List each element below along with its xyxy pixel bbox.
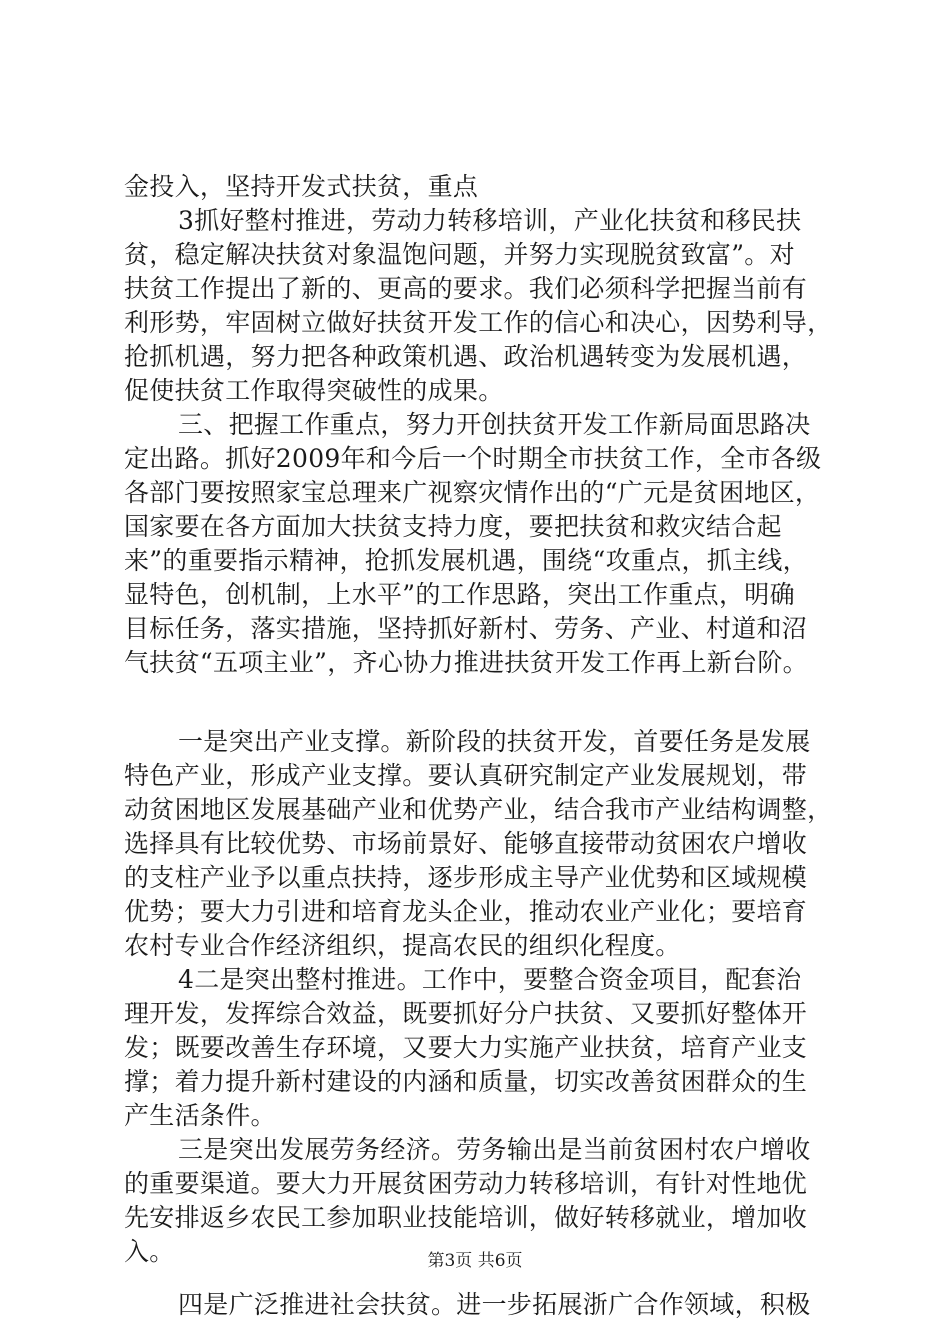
text-line: 各部门要按照家宝总理来广视察灾情作出的“广元是贫困地区， [124,478,821,507]
page-number-footer: 第3页 共6页 [427,1251,523,1271]
text-line: 金投入，坚持开发式扶贫，重点 [124,172,479,201]
text-line: 来”的重要指示精神，抢抓发展机遇，围绕“攻重点，抓主线， [124,546,808,575]
text-line: 农村专业合作经济组织，提高农民的组织化程度。 [124,931,681,960]
text-line: 入。 [124,1237,175,1266]
text-line: 气扶贫“五项主业”，齐心协力推进扶贫开发工作再上新台阶。 [124,648,808,677]
text-line: 利形势，牢固树立做好扶贫开发工作的信心和决心，因势利导， [124,308,833,337]
text-line: 选择具有比较优势、市场前景好、能够直接带动贫困农户增收 [124,829,808,858]
text-line: 目标任务，落实措施，坚持抓好新村、劳务、产业、村道和沼 [124,614,808,643]
text-line: 三、把握工作重点，努力开创扶贫开发工作新局面思路决 [178,410,811,439]
text-line: 3抓好整村推进，劳动力转移培训，产业化扶贫和移民扶 [178,206,802,235]
text-line: 国家要在各方面加大扶贫支持力度，要把扶贫和救灾结合起 [124,512,782,541]
text-line: 四是广泛推进社会扶贫。进一步拓展浙广合作领域，积极 [178,1290,811,1319]
text-line: 抢抓机遇，努力把各种政策机遇、政治机遇转变为发展机遇， [124,342,808,371]
text-line: 先安排返乡农民工参加职业技能培训，做好转移就业，增加收 [124,1203,808,1232]
text-line: 扶贫工作提出了新的、更高的要求。我们必须科学把握当前有 [124,274,808,303]
text-line: 三是突出发展劳务经济。劳务输出是当前贫困村农户增收 [178,1135,811,1164]
text-line: 优势；要大力引进和培育龙头企业，推动农业产业化；要培育 [124,897,808,926]
text-line: 贫，稳定解决扶贫对象温饱问题，并努力实现脱贫致富”。对 [124,240,795,269]
text-line: 发；既要改善生存环境，又要大力实施产业扶贫，培育产业支 [124,1033,808,1062]
text-line: 撑；着力提升新村建设的内涵和质量，切实改善贫困群众的生 [124,1067,808,1096]
text-line: 定出路。抓好2009年和今后一个时期全市扶贫工作，全市各级 [124,444,822,473]
text-line: 一是突出产业支撑。新阶段的扶贫开发，首要任务是发展 [178,727,811,756]
text-line: 的重要渠道。要大力开展贫困劳动力转移培训，有针对性地优 [124,1169,808,1198]
text-line: 特色产业，形成产业支撑。要认真研究制定产业发展规划，带 [124,761,808,790]
text-line: 4二是突出整村推进。工作中，要整合资金项目，配套治 [178,965,802,994]
text-line: 动贫困地区发展基础产业和优势产业，结合我市产业结构调整， [124,795,833,824]
text-line: 促使扶贫工作取得突破性的成果。 [124,376,504,405]
text-line: 显特色，创机制，上水平”的工作思路，突出工作重点，明确 [124,580,795,609]
text-line: 产生活条件。 [124,1101,276,1130]
text-line: 理开发，发挥综合效益，既要抓好分户扶贫、又要抓好整体开 [124,999,808,1028]
text-line: 的支柱产业予以重点扶持，逐步形成主导产业优势和区域规模 [124,863,808,892]
